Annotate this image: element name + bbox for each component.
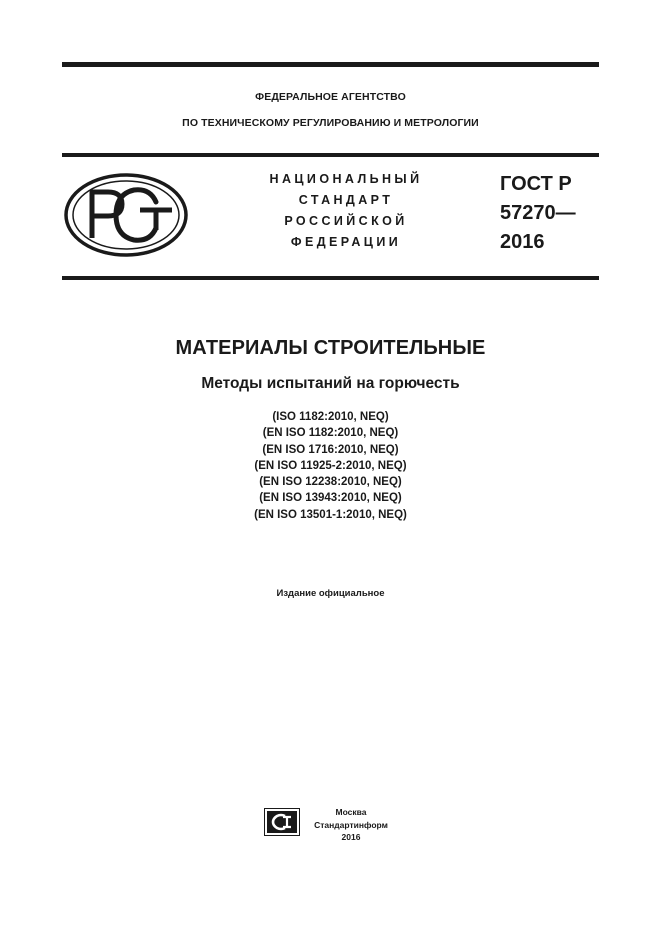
standard-code-line-1: ГОСТ Р	[500, 173, 572, 195]
standard-kind-line-4: ФЕДЕРАЦИИ	[290, 235, 402, 249]
agency-line-1: ФЕДЕРАЛЬНОЕ АГЕНТСТВО	[255, 91, 406, 103]
reference-standard: (ISO 1182:2010, NEQ)	[272, 411, 389, 423]
agency-line-2: ПО ТЕХНИЧЕСКОМУ РЕГУЛИРОВАНИЮ И МЕТРОЛОГИИ	[182, 117, 479, 129]
reference-standard: (EN ISO 11925-2:2010, NEQ)	[254, 459, 407, 472]
rst-certification-mark-icon	[64, 172, 188, 258]
document-subtitle: Методы испытаний на горючесть	[201, 375, 460, 392]
header-divider	[62, 153, 599, 157]
standard-kind-line-2: СТАНДАРТ	[298, 193, 394, 207]
reference-standards-list	[62, 409, 599, 523]
reference-standard: (EN ISO 1182:2010, NEQ)	[262, 427, 399, 440]
standard-code-line-3: 2016	[500, 231, 545, 253]
publisher-name: Стандартинформ	[314, 819, 388, 830]
document-title: МАТЕРИАЛЫ СТРОИТЕЛЬНЫЕ	[175, 337, 486, 359]
reference-standard: (EN ISO 12238:2010, NEQ)	[259, 476, 402, 489]
reference-standard: (EN ISO 13501-1:2010, NEQ)	[254, 508, 407, 521]
edition-note: Издание официальное	[276, 588, 385, 599]
reference-standard: (EN ISO 1716:2010, NEQ)	[262, 443, 399, 456]
publisher-city: Москва	[335, 807, 367, 817]
standard-code	[500, 170, 600, 257]
top-divider	[62, 62, 599, 67]
standartinform-logo-icon	[264, 808, 300, 836]
publisher-imprint	[306, 806, 396, 844]
standard-code-line-2: 57270—	[500, 202, 576, 224]
reference-standard: (EN ISO 13943:2010, NEQ)	[259, 492, 402, 505]
standard-kind-line-1: НАЦИОНАЛЬНЫЙ	[269, 172, 423, 186]
title-block-divider	[62, 276, 599, 280]
standard-kind-line-3: РОССИЙСКОЙ	[284, 214, 408, 228]
publisher-year: 2016	[341, 832, 361, 842]
